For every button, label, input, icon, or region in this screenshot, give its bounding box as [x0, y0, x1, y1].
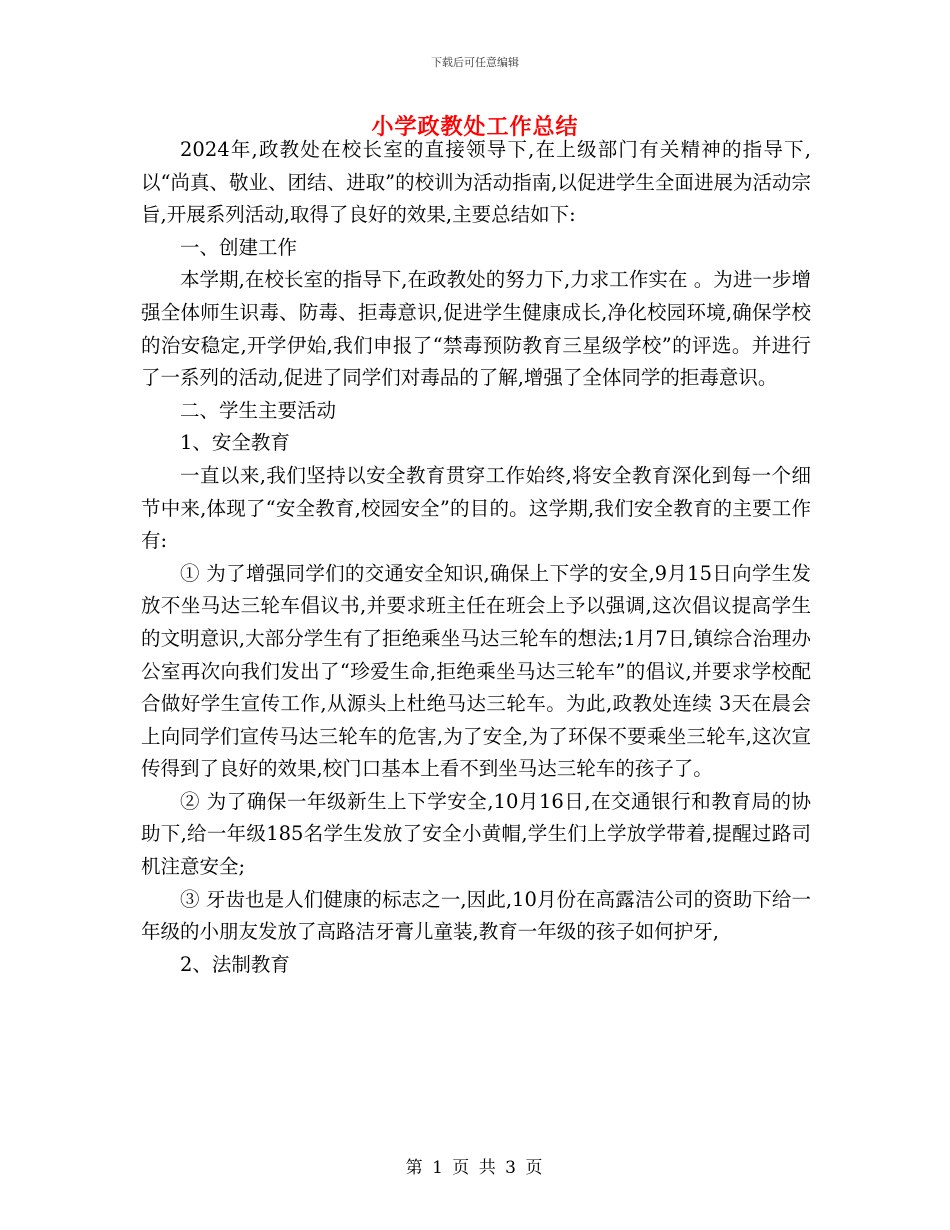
paragraph-intro: 2024年,政教处在校长室的直接领导下,在上级部门有关精神的指导下,以“尚真、敬业、团结、进取”的校训为活动指南,以促进学生全面进展为活动宗旨,开展系列活动,取得了良好的效果,主要总结如下:: [141, 138, 811, 227]
section-heading-creation: 一、创建工作: [180, 235, 298, 259]
subsection-heading-safety: 1、安全教育: [180, 431, 290, 455]
paragraph-safety-intro: 一直以来,我们坚持以安全教育贯穿工作始终,将安全教育深化到每一个细节中来,体现了“安全教育,校园安全”的目的。这学期,我们安全教育的主要工作有:: [141, 463, 811, 553]
section-heading-activities: 二、学生主要活动: [180, 398, 337, 422]
paragraph-safety-item-2: ② 为了确保一年级新生上下学安全,10月16日,在交通银行和教育局的协助下,给一年级185名学生发放了安全小黄帽,学生们上学放学带着,提醒过路司机注意安全;: [141, 789, 811, 879]
subsection-heading-legal: 2、法制教育: [180, 952, 290, 976]
paragraph-creation: 本学期,在校长室的指导下,在政教处的努力下,力求工作实在 。为进一步增强全体师生识毒、防毒、拒毒意识,促进学生健康成长,净化校园环境,确保学校的治安稳定,开学伊始,我们申报了“禁毒预防教育三星级学校”的评选。并进行了一系列的活动,促进了同学们对毒品的了解,增强了全体同学的拒毒意识。: [141, 268, 811, 390]
document-title: 小学政教处工作总结: [371, 114, 579, 140]
paragraph-safety-item-3: ③ 牙齿也是人们健康的标志之一,因此,10月份在高露洁公司的资助下给一年级的小朋友发放了高路洁牙膏儿童装,教育一年级的孩子如何护牙,: [141, 887, 811, 944]
paragraph-safety-item-1: ① 为了增强同学们的交通安全知识,确保上下学的安全,9月15日向学生发放不坐马达三轮车倡议书,并要求班主任在班会上予以强调,这次倡议提高学生的文明意识,大部分学生有了拒绝乘坐马达三轮车的想法;1月7日,镇综合治理办公室再次向我们发出了“珍爱生命,拒绝乘坐马达三轮车”的倡议,并要求学校配合做好学生宣传工作,从源头上杜绝马达三轮车。为此,政教处连续 3天在晨会上向同学们宣传马达三轮车的危害,为了安全,为了环保不要乘坐三轮车,这次宣传得到了良好的效果,校门口基本上看不到坐马达三轮车的孩子了。: [141, 561, 811, 781]
header-note: 下载后可任意编辑: [431, 56, 519, 69]
page-number-footer: 第 1 页 共 3 页: [405, 1158, 545, 1178]
document-body: [141, 134, 811, 981]
